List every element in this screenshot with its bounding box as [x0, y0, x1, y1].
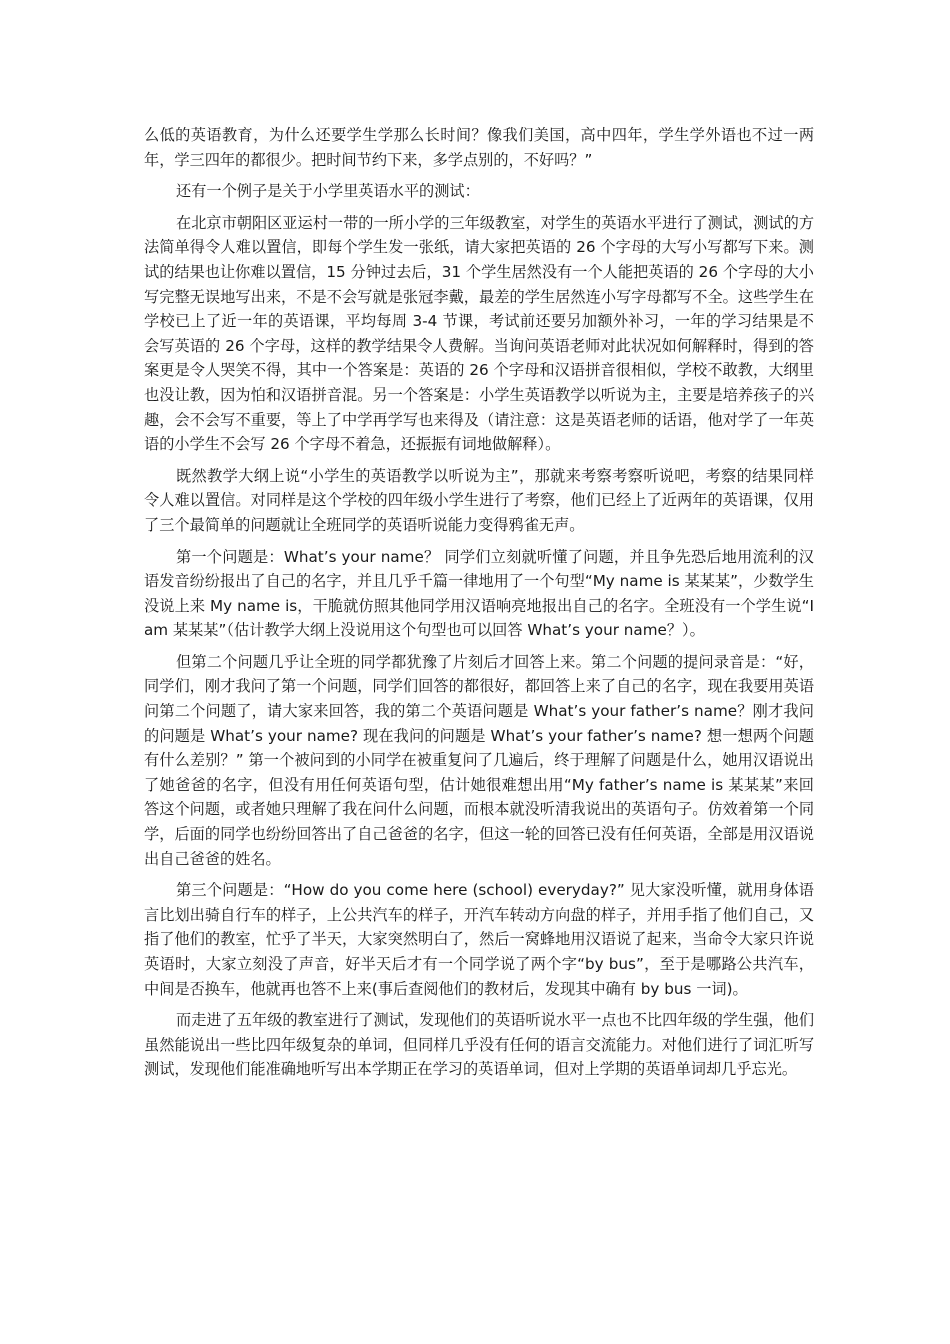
paragraph-2: 还有一个例子是关于小学里英语水平的测试：: [176, 182, 480, 201]
document-page: [144, 123, 814, 1089]
paragraph-5: 第一个问题是：What’s your name？ 同学们立刻就听懂了问题，并且争先恐后地用流利的汉语发音纷纷报出了自己的名字，并且几乎千篇一律地用了一个句型“My name is 某某某”，少数学生没说上来 My name is，干脆就仿照其他同学用汉语响亮地报出自己的名字。全班没有一个学生说“I am 某某某”（估计教学大纲上没说用这个句型也可以回答 What’s your name？）。: [144, 547, 814, 640]
paragraph-7: 第三个问题是：“How do you come here (school) everyday?” 见大家没听懂，就用身体语言比划出骑自行车的样子，上公共汽车的样子，开汽车转动方向盘的样子，并用手指了他们自己，又指了他们的教室，忙乎了半天，大家突然明白了，然后一窝蜂地用汉语说了起来，当命令大家只许说英语时，大家立刻没了声音，好半天后才有一个同学说了两个字“by bus”，至于是哪路公共汽车，中间是否换车，他就再也答不上来(事后查阅他们的教材后，发现其中确有 by bus 一词)。: [144, 881, 814, 998]
paragraph-8: 而走进了五年级的教室进行了测试，发现他们的英语听说水平一点也不比四年级的学生强，他们虽然能说出一些比四年级复杂的单词，但同样几乎没有任何的语言交流能力。对他们进行了词汇听写测试，发现他们能准确地听写出本学期正在学习的英语单词，但对上学期的英语单词却几乎忘光。: [144, 1011, 814, 1079]
paragraph-1: 么低的英语教育，为什么还要学生学那么长时间？像我们美国，高中四年，学生学外语也不过一两年，学三四年的都很少。把时间节约下来，多学点别的，不好吗？”: [144, 126, 814, 169]
paragraph-4: 既然教学大纲上说“小学生的英语教学以听说为主”，那就来考察考察听说吧，考察的结果同样令人难以置信。对同样是这个学校的四年级小学生进行了考察，他们已经上了近两年的英语课，仅用了三个最简单的问题就让全班同学的英语听说能力变得鸦雀无声。: [144, 466, 814, 534]
paragraph-6: 但第二个问题几乎让全班的同学都犹豫了片刻后才回答上来。第二个问题的提问录音是：“好，同学们，刚才我问了第一个问题，同学们回答的都很好，都回答上来了自己的名字，现在我要用英语问第二个问题了，请大家来回答，我的第二个英语问题是 What’s your father’s name？刚才我问的问题是 What’s your name? 现在我问的问题是 What’s your father’s name? 想一想两个问题有什么差别？” 第一个被问到的小同学在被重复问了几遍后，终于理解了问题是什么，她用汉语说出了她爸爸的名字，但没有用任何英语句型，估计她很难想出用“My father’s name is 某某某”来回答这个问题，或者她只理解了我在问什么问题，而根本就没听清我说出的英语句子。仿效着第一个同学，后面的同学也纷纷回答出了自己爸爸的名字，但这一轮的回答已没有任何英语，全部是用汉语说出自己爸爸的姓名。: [144, 652, 814, 868]
paragraph-3: 在北京市朝阳区亚运村一带的一所小学的三年级教室，对学生的英语水平进行了测试，测试的方法简单得令人难以置信，即每个学生发一张纸，请大家把英语的 26 个字母的大写小写都写下来。测试的结果也让你难以置信，15 分钟过去后，31 个学生居然没有一个人能把英语的 26 个字母的大小写完整无误地写出来，不是不会写就是张冠李戴，最差的学生居然连小写字母都写不全。这些学生在学校已上了近一年的英语课，平均每周 3-4 节课，考试前还要另加额外补习，一年的学习结果是不会写英语的 26 个字母，这样的教学结果令人费解。当询问英语老师对此状况如何解释时，得到的答案更是令人哭笑不得，其中一个答案是：英语的 26 个字母和汉语拼音很相似，学校不敢教，大纲里也没让教，因为怕和汉语拼音混。另一个答案是：小学生英语教学以听说为主，主要是培养孩子的兴趣，会不会写不重要，等上了中学再学写也来得及（请注意：这是英语老师的话语，他对学了一年英语的小学生不会写 26 个字母不着急，还振振有词地做解释）。: [144, 213, 814, 454]
